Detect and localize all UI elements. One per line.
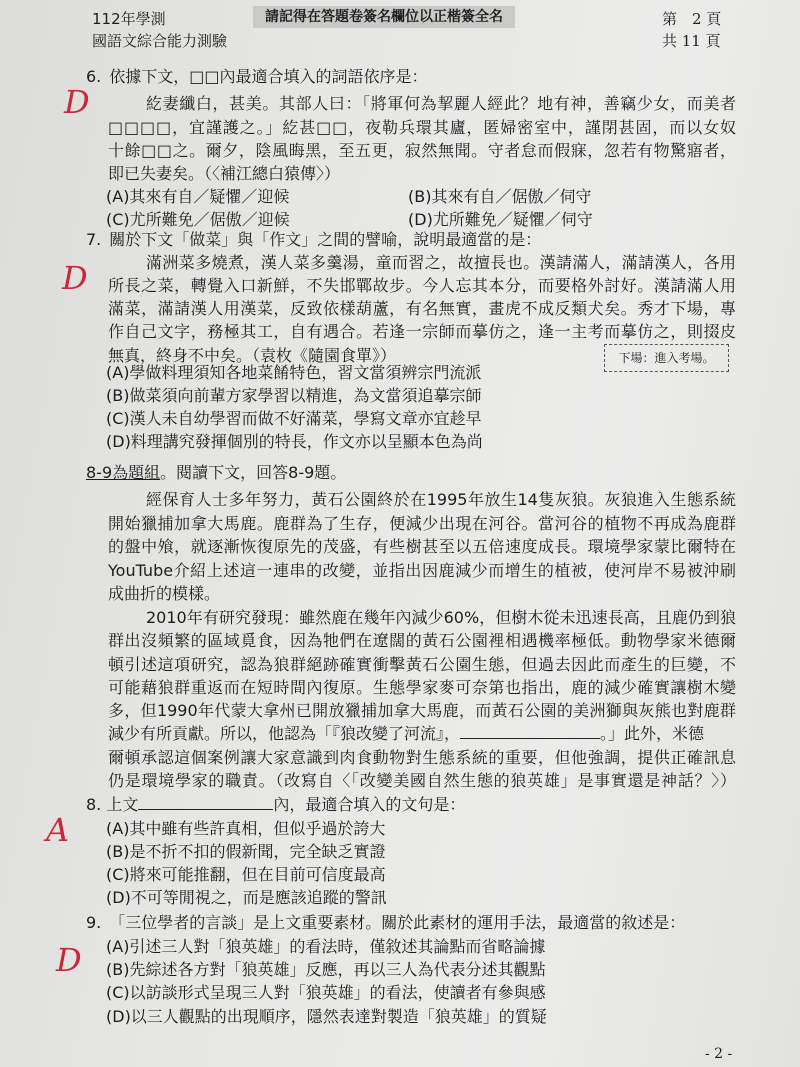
answer-blank	[138, 809, 273, 810]
answer-option-A[interactable]: (A)其中雖有些許真相，但似乎過於誇大	[106, 819, 386, 838]
answer-option-C[interactable]: (C)以訪談形式呈現三人對「狼英雄」的看法，使讀者有參與感	[106, 983, 546, 1002]
question-text: 依據下文，□□內最適合填入的詞語依序是：	[109, 67, 428, 86]
answer-option-D[interactable]: (D)以三人觀點的出現順序，隱然表達對製造「狼英雄」的質疑	[106, 1007, 547, 1026]
exam-year: 112年學測	[92, 10, 166, 28]
passage-line: 開始獵捕加拿大馬鹿。鹿群為了生存，便減少出現在河谷。當河谷的植物不再成為鹿群	[108, 514, 736, 533]
passage-line: 多，但1990年代蒙大拿州已開放獵捕加拿大馬鹿，而黃石公園的美洲獅與灰熊也對鹿群	[108, 701, 736, 720]
total-pages: 共 11 頁	[662, 32, 721, 50]
passage-line: 2010年有研究發現：雖然鹿在幾年內減少60%，但樹木從未迅速長高，且鹿仍到狼	[146, 608, 736, 627]
question-text: 「三位學者的言談」是上文重要素材。關於此素材的運用手法，最適當的敘述是：	[109, 913, 686, 932]
question-number: 9.	[86, 913, 102, 932]
answer-option-D[interactable]: (D)尤所難免／疑懼／伺守	[408, 210, 593, 229]
stem-before: 上文	[106, 795, 139, 814]
answer-option-B[interactable]: (B)做菜須向前輩方家學習以精進，為文當須追摹宗師	[106, 386, 482, 405]
question-number: 8.	[86, 795, 102, 814]
passage-text: 減少有所貢獻。所以，他認為「『狼改變了河流』，	[108, 724, 461, 743]
passage-line: 爾頓承認這個案例讓大家意識到肉食動物對生態系統的重要，但他強調，提供正確訊息	[108, 748, 736, 767]
answer-option-B[interactable]: (B)先綜述各方對「狼英雄」反應，再以三人為代表分述其觀點	[106, 960, 546, 979]
answer-blank	[460, 738, 600, 739]
handwritten-answer-q9: D	[56, 941, 82, 979]
group-label: 8-9為題組	[86, 463, 161, 482]
passage-line: 的盤中飧，就逐漸恢復原先的茂盛，有些樹甚至以五倍速度成長。環境學家蒙比爾特在	[108, 537, 736, 556]
answer-option-D[interactable]: (D)料理講究發揮個別的特長，作文亦以呈顯本色為尚	[106, 432, 483, 451]
question-number: 7.	[86, 230, 102, 249]
vocabulary-note: 下場：進入考場。	[604, 344, 729, 372]
passage-line: 十餘□□之。爾夕，陰風晦黑，至五更，寂然無聞。守者怠而假寐，忽若有物驚寤者，	[108, 141, 736, 160]
passage-line: □□□□，宜謹護之。」紇甚□□，夜勒兵環其廬，匿婦密室中，謹閉甚固，而以女奴	[108, 118, 736, 137]
answer-option-B[interactable]: (B)其來有自／倨傲／伺守	[408, 187, 592, 206]
passage-line: YouTube介紹上述這一連串的改變，並指出因鹿減少而增生的植被，使河岸不易被沖刷	[108, 561, 736, 580]
page-number: - 2 -	[705, 1046, 733, 1062]
exam-subject: 國語文綜合能力測驗	[92, 32, 228, 50]
answer-option-C[interactable]: (C)將來可能推翻，但在目前可信度最高	[106, 865, 386, 884]
passage-line: 成曲折的模樣。	[108, 584, 221, 603]
passage-line: 頓引述這項研究，認為狼群絕跡確實衝擊黃石公園生態，但過去因此而產生的巨變，不	[108, 655, 736, 674]
answer-option-C[interactable]: (C)尤所難免／倨傲／迎候	[106, 210, 290, 229]
answer-option-A[interactable]: (A)其來有自／疑懼／迎候	[106, 187, 290, 206]
group-instruction: 。閱讀下文，回答8-9題。	[160, 463, 347, 482]
question-number: 6.	[86, 67, 102, 86]
question-q6-stem	[86, 67, 428, 87]
question-q9-stem	[86, 913, 685, 933]
passage-line: 經保育人士多年努力，黃石公園終於在1995年放生14隻灰狼。灰狼進入生態系統	[146, 490, 736, 509]
passage-line: 仍是環境學家的職責。（改寫自〈「改變美國自然生態的狼英雄」是事實還是神話？〉）	[108, 771, 736, 790]
page-indicator: 第 2 頁	[662, 10, 722, 28]
passage-line: 滿菜，滿請漢人用漢菜，反致依樣葫蘆，有名無實，畫虎不成反類犬矣。秀才下場，專	[108, 299, 736, 318]
passage-text: 。」此外，米德	[600, 724, 705, 743]
handwritten-answer-q6: D	[64, 83, 90, 121]
passage-line: 即已失妻矣。（〈補江總白猿傳〉）	[108, 164, 341, 183]
signature-notice: 請記得在答題卷簽名欄位以正楷簽全名	[253, 6, 515, 28]
question-q7-stem	[86, 230, 541, 250]
passage-line: 無真，終身不中矣。（袁枚《隨園食單》）	[108, 346, 397, 365]
handwritten-answer-q8: A	[46, 811, 70, 849]
question-text: 關於下文「做菜」與「作文」之間的譬喻，說明最適當的是：	[109, 230, 542, 249]
handwritten-answer-q7: D	[62, 259, 88, 297]
passage-line: 可能藉狼群重返而在短時間內復原。生態學家麥可奈第也指出，鹿的減少確實讓樹木變	[108, 678, 736, 697]
passage-line: 作自己文字，務極其工，自有遇合。若逢一宗師而摹仿之，逢一主考而摹仿之，則掇皮	[108, 322, 736, 341]
answer-option-A[interactable]: (A)引述三人對「狼英雄」的看法時，僅敘述其論點而省略論據	[106, 937, 546, 956]
answer-option-D[interactable]: (D)不可等閒視之，而是應該追蹤的警訊	[106, 888, 387, 907]
answer-option-B[interactable]: (B)是不折不扣的假新聞，完全缺乏實證	[106, 842, 386, 861]
passage-line	[108, 724, 736, 744]
passage-line: 紇妻纖白，甚美。其部人曰：「將軍何為挈麗人經此？地有神，善竊少女，而美者	[146, 94, 736, 113]
passage-line: 滿洲菜多燒煮，漢人菜多羹湯，童而習之，故擅長也。漢請滿人，滿請漢人，各用	[146, 253, 736, 272]
question-group-heading	[86, 463, 346, 483]
answer-option-A[interactable]: (A)學做料理須知各地菜餚特色，習文當須辨宗門流派	[106, 363, 482, 382]
passage-line: 群出沒頻繁的區域覓食，因為牠們在遼闊的黃石公園裡相遇機率極低。動物學家米德爾	[108, 631, 736, 650]
stem-after: 內，最適合填入的文句是：	[273, 795, 466, 814]
answer-option-C[interactable]: (C)漢人未自幼學習而做不好滿菜，學寫文章亦宜趁早	[106, 409, 482, 428]
question-8-stem	[86, 795, 465, 815]
passage-line: 所長之菜，轉覺入口新鮮，不失邯鄲故步。今人忘其本分，而要格外討好。漢請滿人用	[108, 276, 736, 295]
